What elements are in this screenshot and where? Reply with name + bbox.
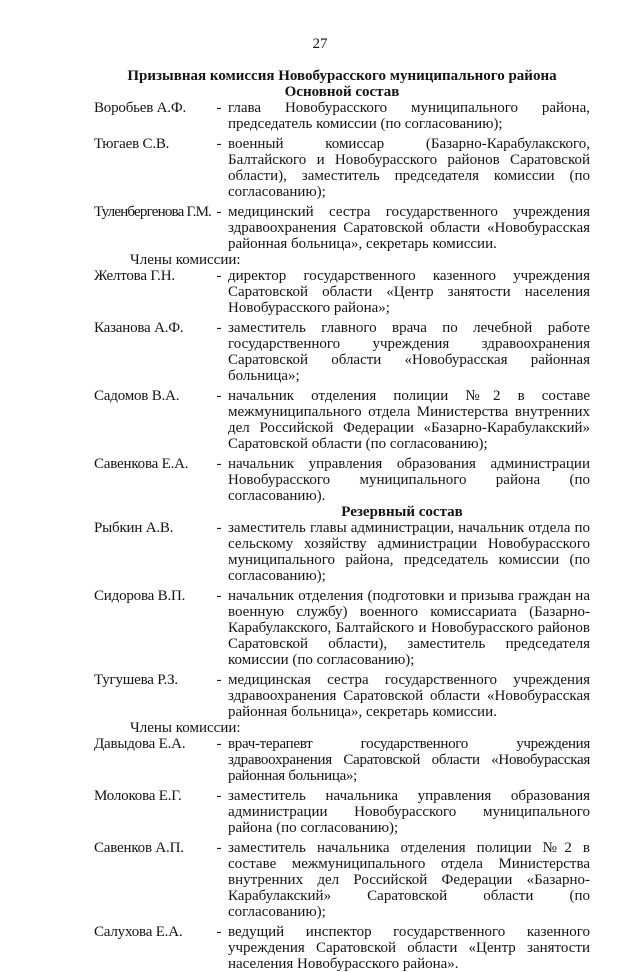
member-name: Туленбергенова Г.М. [94, 204, 212, 220]
main-entry [94, 100, 594, 132]
member-role: начальник отделения полиции №2 в составе межмуниципального отдела Министерства внутренних дел Российской Федерации «Базарно-Карабулакский» Саратовской области (по согласованию); [228, 388, 590, 452]
member-entry [94, 388, 594, 452]
document-header [94, 68, 590, 100]
member-role: медицинский сестра государственного учреждения здравоохранения Саратовской области «Новобурасская районная больница», секретарь комиссии. [228, 204, 590, 252]
member-name: Казанова А.Ф. [94, 320, 184, 336]
member-name: Рыбкин А.В. [94, 520, 174, 536]
dash: - [216, 520, 222, 536]
main-composition [94, 100, 594, 972]
document-title: Призывная комиссия Новобурасского муниципального района [127, 68, 557, 84]
member-role: заместитель начальника отделения полиции №2 в составе межмуниципального отдела Министерства внутренних дел Российской Федерации «Базарно-Карабулакский» Саратовской области (по согласованию); [228, 840, 590, 920]
dash: - [216, 788, 222, 804]
member-entry [94, 268, 594, 316]
member-entry [94, 320, 594, 384]
member-name: Молокова Е.Г. [94, 788, 182, 804]
dash: - [216, 736, 222, 752]
member-role: медицинская сестра государственного учреждения здравоохранения Саратовской области «Новобурасская районная больница», секретарь комиссии. [228, 672, 590, 720]
dash: - [216, 100, 222, 116]
member-role: ведущий инспектор государственного казенного учреждения Саратовской области «Центр занятости населения Новобурасского района». [228, 924, 590, 972]
dash: - [216, 840, 222, 856]
member-name: Желтова Г.Н. [94, 268, 175, 284]
member-name: Воробьев А.Ф. [94, 100, 187, 116]
dash: - [216, 320, 222, 336]
dash: - [216, 588, 222, 604]
dash: - [216, 268, 222, 284]
reserve-member-entry [94, 924, 594, 972]
member-role: заместитель начальника управления образования администрации Новобурасского муниципального района (по согласованию); [228, 788, 590, 836]
member-name: Савенков А.П. [94, 840, 184, 856]
reserve-section-heading: Резервный состав [341, 504, 463, 520]
member-entry [94, 456, 594, 504]
member-role: глава Новобурасского муниципального района, председатель комиссии (по согласованию); [228, 100, 590, 132]
members-heading: Члены комиссии: [130, 720, 241, 736]
member-role: директор государственного казенного учреждения Саратовской области «Центр занятости населения Новобурасского района»; [228, 268, 590, 316]
member-name: Давыдова Е.А. [94, 736, 186, 752]
reserve-entry [94, 672, 594, 720]
member-role: заместитель главы администрации, начальник отдела по сельскому хозяйству администрации Новобурасского муниципального района, председатель комиссии (по согласованию); [228, 520, 590, 584]
member-name: Тугушева Р.З. [94, 672, 178, 688]
member-role: врач-терапевт государственного учреждения здравоохранения Саратовской области «Новобурасская районная больница»; [228, 736, 590, 784]
member-role: начальник управления образования администрации Новобурасского муниципального района (по согласованию). [228, 456, 590, 504]
main-section-heading: Основной состав [284, 84, 400, 100]
member-name: Сидорова В.П. [94, 588, 186, 604]
member-name: Садомов В.А. [94, 388, 180, 404]
dash: - [216, 204, 222, 220]
page-number: 27 [312, 36, 328, 52]
reserve-member-entry [94, 736, 594, 784]
reserve-member-entry [94, 840, 594, 920]
members-heading: Члены комиссии: [130, 252, 241, 268]
member-name: Савенкова Е.А. [94, 456, 189, 472]
dash: - [216, 456, 222, 472]
member-role: военный комиссар (Базарно-Карабулакского, Балтайского и Новобурасского районов Саратовской области), заместитель председателя комиссии (по согласованию); [228, 136, 590, 200]
dash: - [216, 388, 222, 404]
dash: - [216, 136, 222, 152]
reserve-entry [94, 588, 594, 668]
member-name: Салухова Е.А. [94, 924, 183, 940]
main-entry [94, 204, 594, 252]
reserve-member-entry [94, 788, 594, 836]
member-role: начальник отделения (подготовки и призыва граждан на военную службу) военного комиссариата (Базарно-Карабулакского, Балтайского и Новобурасского районов Саратовской области), заместитель председателя комиссии (по согласованию); [228, 588, 590, 668]
member-role: заместитель главного врача по лечебной работе государственного учреждения здравоохранения Саратовской области «Новобурасская районная больница»; [228, 320, 590, 384]
member-name: Тюгаев С.В. [94, 136, 170, 152]
dash: - [216, 924, 222, 940]
dash: - [216, 672, 222, 688]
reserve-entry [94, 520, 594, 584]
main-entry [94, 136, 594, 200]
